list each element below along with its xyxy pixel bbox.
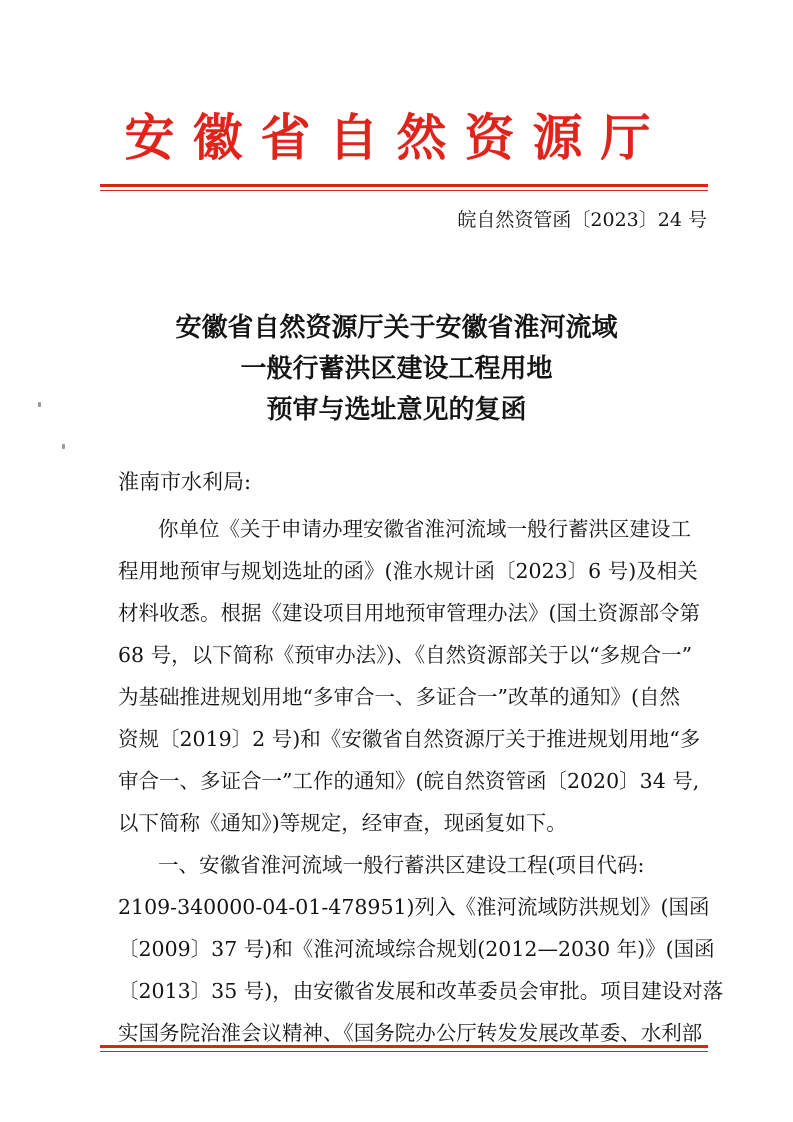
body-line: 〔2009〕37 号)和《淮河流域综合规划(2012—2030 年)》(国函 [118, 937, 715, 961]
body-line: 68 号，以下简称《预审办法》)、《自然资源部关于以“多规合一” [118, 643, 693, 667]
body-line: 为基础推进规划用地“多审合一、多证合一”改革的通知》(自然 [118, 685, 680, 709]
document-title-line: 预审与选址意见的复函 [266, 395, 527, 425]
footer-red-rule-thick [100, 1045, 708, 1048]
document-title-line: 一般行蓄洪区建设工程用地 [240, 354, 553, 384]
footer-red-rule-thin [100, 1051, 708, 1052]
scan-speck [62, 444, 65, 449]
body-line: 一、安徽省淮河流域一般行蓄洪区建设工程(项目代码: [158, 853, 645, 877]
document-title [100, 308, 693, 431]
body-line: 你单位《关于申请办理安徽省淮河流域一般行蓄洪区建设工 [158, 517, 691, 541]
body-line: 程用地预审与规划选址的函》(淮水规计函〔2023〕6 号)及相关 [118, 559, 698, 583]
body-line: 以下简称《通知》)等规定，经审查，现函复如下。 [118, 811, 567, 835]
document-number: 皖自然资管函〔2023〕24 号 [457, 209, 707, 231]
letterhead-red-rule-thin [100, 190, 708, 191]
body-text [118, 508, 724, 1054]
body-line: 〔2013〕35 号)，由安徽省发展和改革委员会审批。项目建设对落 [118, 979, 724, 1003]
body-line: 材料收悉。根据《建设项目用地预审管理办法》(国土资源部令第 [118, 601, 700, 625]
body-line: 实国务院治淮会议精神、《国务院办公厅转发发展改革委、水利部 [118, 1021, 703, 1045]
body-line: 2109-340000-04-01-478951)列入《淮河流域防洪规划》(国函 [118, 895, 710, 919]
scan-speck [38, 402, 41, 407]
letterhead-red-rule-thick [100, 184, 708, 187]
addressee: 淮南市水利局: [118, 470, 252, 494]
letterhead-org-name: 安徽省自然资源厅 [124, 108, 669, 167]
body-line: 审合一、多证合一”工作的通知》(皖自然资管函〔2020〕34 号, [118, 769, 700, 793]
body-line: 资规〔2019〕2 号)和《安徽省自然资源厅关于推进规划用地“多 [118, 727, 701, 751]
document-title-line: 安徽省自然资源厅关于安徽省淮河流域 [175, 313, 618, 343]
